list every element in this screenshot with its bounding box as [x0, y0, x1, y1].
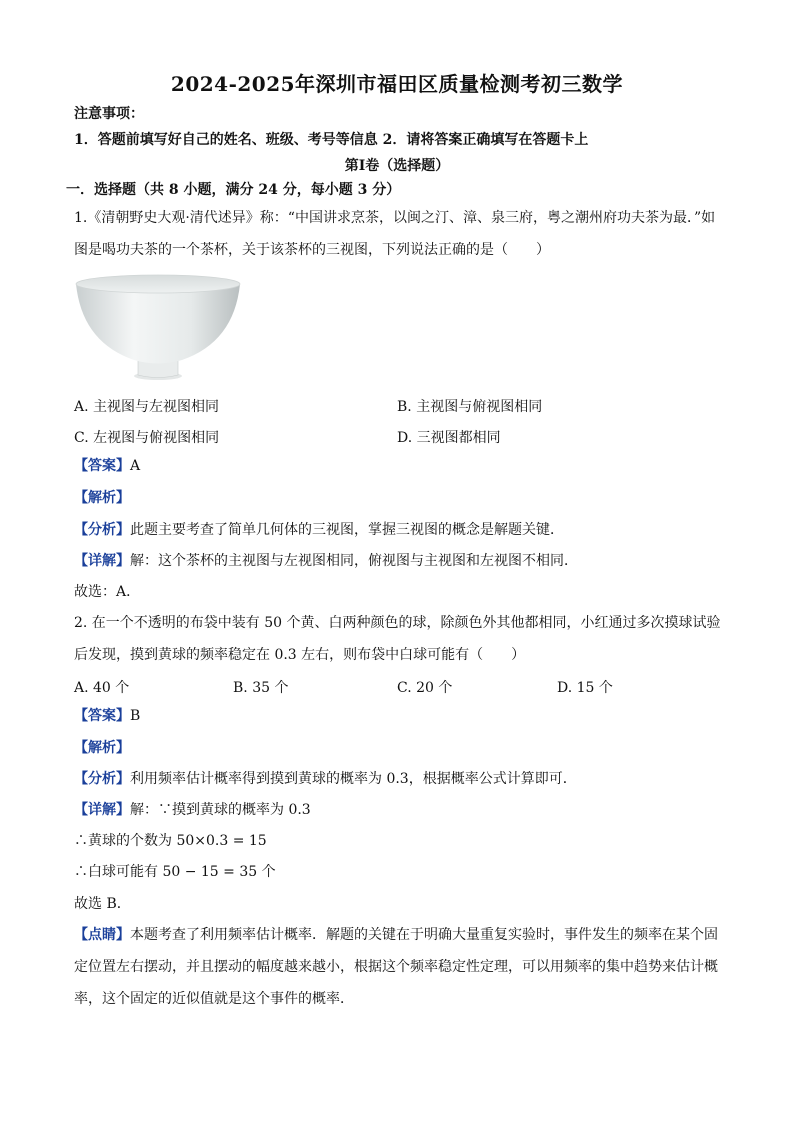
q1-option-d: D. 三视图都相同 [397, 430, 501, 446]
answer-tag: 【答案】 [74, 708, 130, 724]
answer-value: A [130, 458, 141, 474]
q2-choose: 故选 B． [74, 896, 131, 912]
fenxi-text: 利用频率估计概率得到摸到黄球的概率为 0.3，根据概率公式计算即可． [130, 771, 577, 787]
answer-value: B [130, 708, 141, 724]
q1-xiangjie [74, 551, 578, 571]
notice-line: 1．答题前填写好自己的姓名、班级、考号等信息 2．请将答案正确填写在答题卡上 [74, 132, 589, 148]
xiangjie-tag: 【详解】 [74, 802, 130, 818]
answer-tag: 【答案】 [74, 458, 130, 474]
q2-fenxi [74, 769, 577, 789]
volume-title: 第Ⅰ卷（选择题） [344, 158, 450, 174]
q2-answer [74, 706, 140, 726]
analysis-tag: 【解析】 [74, 740, 130, 756]
q2-stem-line1: 2. 在一个不透明的布袋中装有 50 个黄、白两种颜色的球，除颜色外其他都相同，小红通过多次摸球试验 [74, 615, 721, 631]
page-title: 2024-2025年深圳市福田区质量检测考初三数学 [170, 72, 624, 96]
q2-dianjing-line3: 率，这个固定的近似值就是这个事件的概率． [74, 991, 354, 1007]
xiangjie-text: 解：这个茶杯的主视图与左视图相同，俯视图与主视图和左视图不相同． [130, 553, 578, 569]
dianjing-tag: 【点睛】 [74, 927, 130, 943]
fenxi-tag: 【分析】 [74, 771, 130, 787]
q1-option-c: C. 左视图与俯视图相同 [74, 430, 220, 446]
q1-stem-line2: 图是喝功夫茶的一个茶杯，关于该茶杯的三视图，下列说法正确的是（ ） [74, 242, 550, 258]
q2-xiangjie [74, 800, 311, 820]
analysis-tag: 【解析】 [74, 490, 130, 506]
fenxi-tag: 【分析】 [74, 522, 130, 538]
dianjing-text-1: 本题考查了利用频率估计概率．解题的关键在于明确大量重复实验时，事件发生的频率在某个固 [130, 927, 718, 943]
q1-choose: 故选：A． [74, 584, 141, 600]
q1-fenxi [74, 520, 564, 540]
q2-option-b: B. 35 个 [233, 680, 289, 696]
q2-dianjing [74, 925, 718, 945]
q2-option-d: D. 15 个 [557, 680, 613, 696]
q2-stem-line2: 后发现，摸到黄球的频率稳定在 0.3 左右，则布袋中白球可能有（ ） [74, 647, 526, 663]
q2-dianjing-line2: 定位置左右摆动，并且摆动的幅度越来越小，根据这个频率稳定性定理，可以用频率的集中趋势来估计概 [74, 959, 718, 975]
xiangjie-text: 解：∵摸到黄球的概率为 0.3 [130, 802, 311, 818]
q2-step1: ∴黄球的个数为 50×0.3 = 15 [74, 833, 267, 849]
xiangjie-tag: 【详解】 [74, 553, 130, 569]
q2-option-c: C. 20 个 [397, 680, 453, 696]
notice-heading: 注意事项： [74, 106, 144, 122]
q1-option-b: B. 主视图与俯视图相同 [397, 399, 543, 415]
q1-answer [74, 456, 140, 476]
fenxi-text: 此题主要考查了简单几何体的三视图，掌握三视图的概念是解题关键． [130, 522, 564, 538]
q1-stem-line1: 1.《清朝野史大观·清代述异》称：“中国讲求烹茶，以闽之汀、漳、泉三府，粤之潮州府功夫茶为最．”如 [74, 210, 716, 226]
q1-option-a: A. 主视图与左视图相同 [74, 399, 220, 415]
tea-cup-image [72, 272, 244, 382]
section-heading: 一．选择题（共 8 小题，满分 24 分，每小题 3 分） [66, 182, 401, 198]
q2-analysis [74, 738, 130, 758]
q1-analysis [74, 488, 130, 508]
q2-step2: ∴白球可能有 50 − 15 = 35 个 [74, 864, 276, 880]
q2-option-a: A. 40 个 [74, 680, 130, 696]
